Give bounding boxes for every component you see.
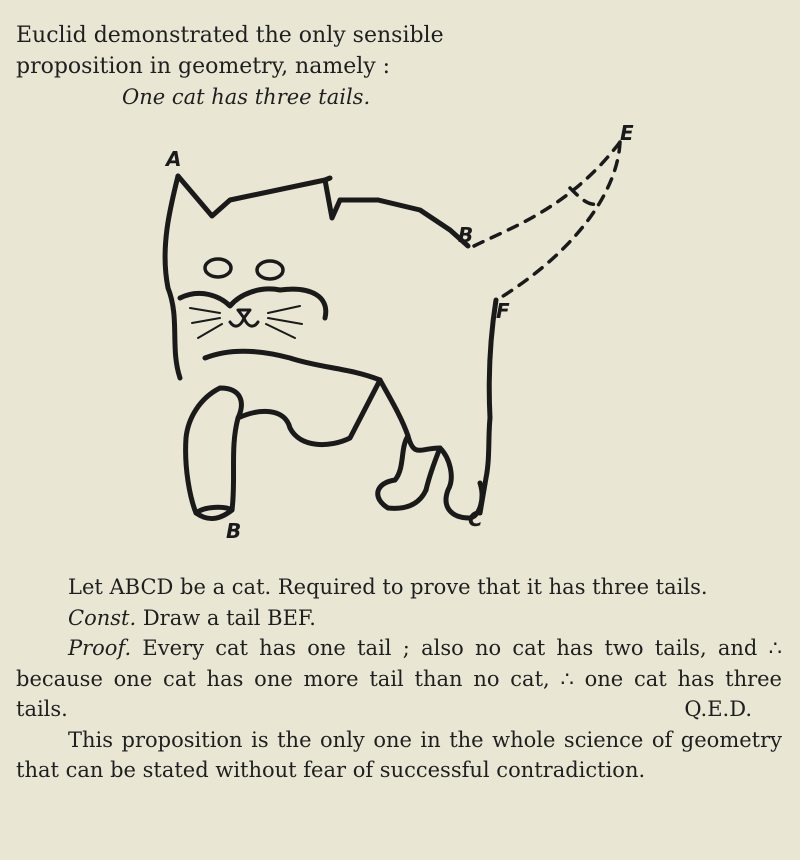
label-B-tail: B (458, 223, 474, 247)
proof-label: Proof. (68, 636, 132, 660)
paragraph-1 (16, 572, 782, 603)
paragraph-3-text: This proposition is the only one in the whole science of geometry that can be stated without fear of successful contradiction. (16, 727, 782, 782)
const-paragraph (16, 603, 782, 634)
const-text: Draw a tail BEF. (142, 605, 316, 630)
cat-head-outline (165, 176, 180, 378)
cat-left-eye (205, 259, 231, 277)
cat-cheek (180, 289, 326, 318)
label-A: A (166, 147, 182, 171)
proof-paragraph (16, 633, 782, 725)
paragraph-1-text: Let ABCD be a cat. Required to prove that it has three tails. (68, 575, 708, 599)
cat-belly (380, 380, 440, 450)
proof-text (16, 572, 782, 786)
intro-block (16, 20, 444, 113)
label-B-foot: B (226, 519, 242, 543)
cat-rear (480, 300, 496, 513)
cat-figure (150, 118, 670, 548)
cat-front-leg (186, 388, 242, 519)
cat-second-leg (238, 380, 380, 445)
cat-right-ear (325, 180, 468, 246)
const-label: Const. (68, 605, 137, 630)
intro-line-1: Euclid demonstrated the only sensible (16, 23, 444, 48)
label-F: F (496, 299, 510, 323)
proof-text-body: Every cat has one tail ; also no cat has two tails, and ∴ because one cat has one more tail than no cat, ∴ one cat has three tails. (16, 636, 782, 721)
qed-mark: Q.E.D. (684, 697, 752, 721)
proposition: One cat has three tails. (122, 85, 371, 109)
cat-left-ear (178, 176, 330, 216)
label-C: C (468, 507, 483, 531)
tail-B-to-E (474, 142, 620, 246)
cat-mouth (230, 318, 258, 326)
label-E: E (620, 121, 634, 145)
tail-inner-loop (570, 188, 600, 204)
paragraph-3 (16, 725, 782, 786)
intro-line-2: proposition in geometry, namely : (16, 54, 391, 79)
cat-chest (205, 351, 380, 380)
cat-right-eye (257, 261, 283, 279)
cat-hind-leg-1 (378, 436, 426, 508)
